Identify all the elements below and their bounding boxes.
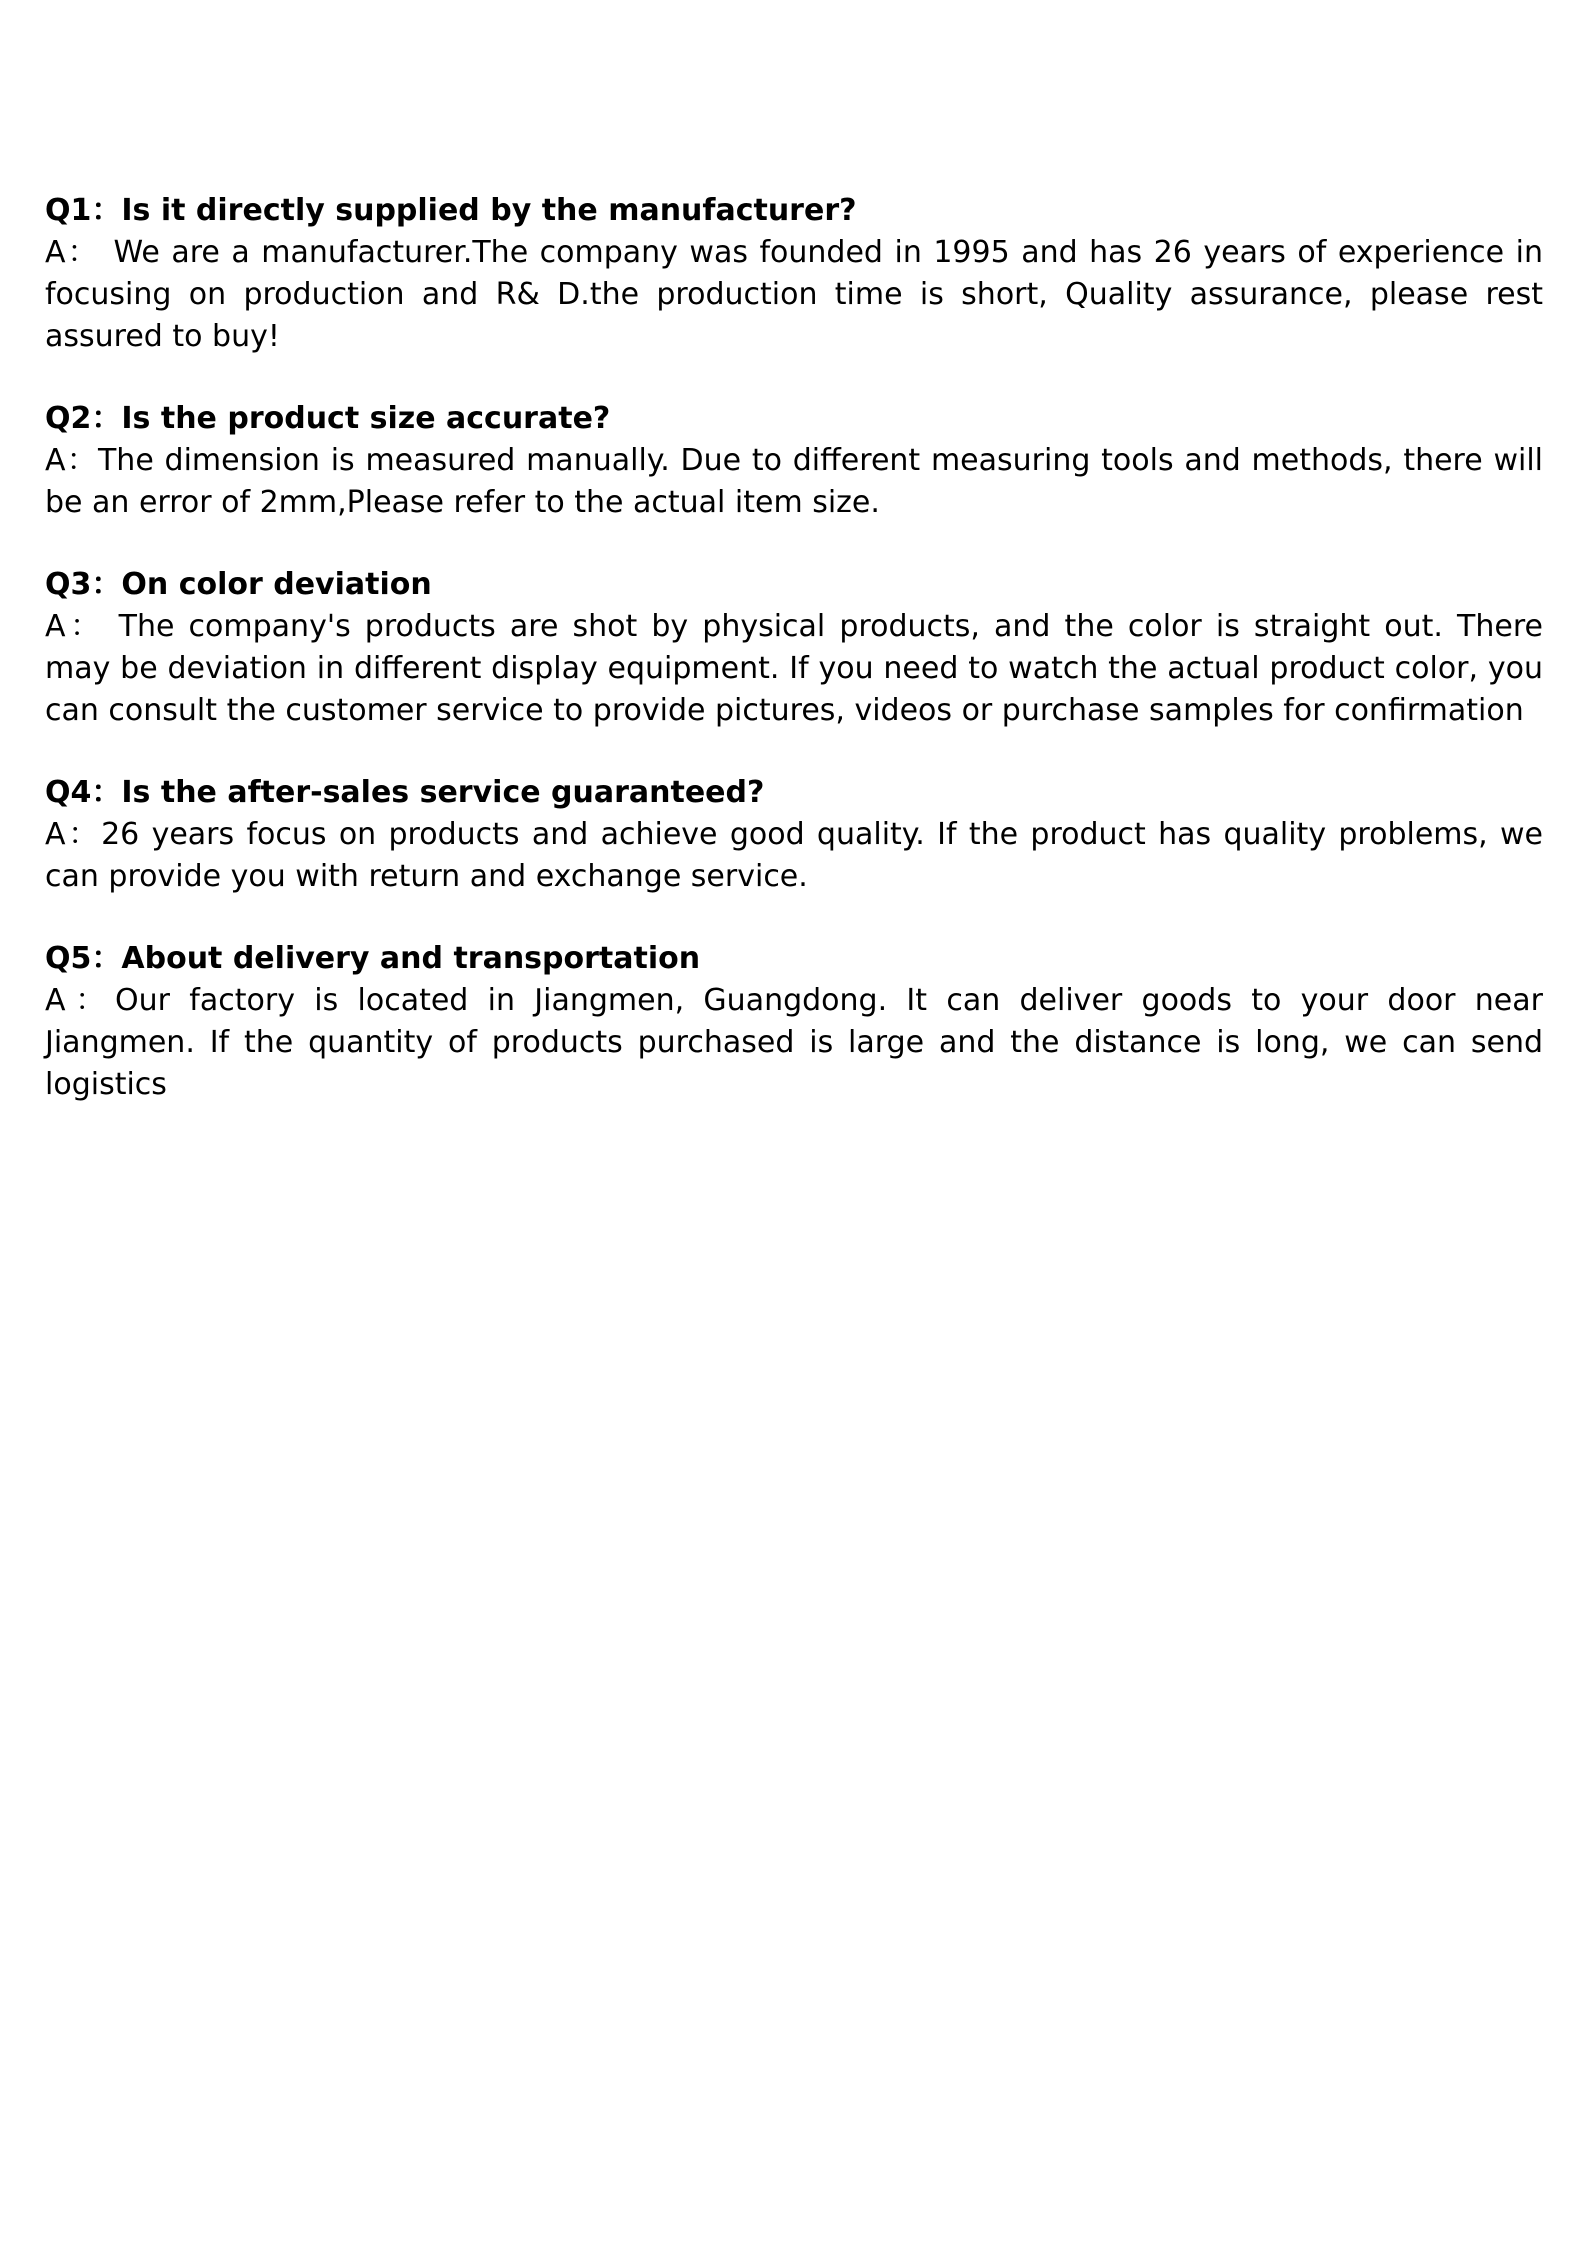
question-label: Q5： — [45, 941, 122, 976]
question-text: On color deviation — [121, 567, 432, 602]
question-5 — [45, 938, 1543, 980]
question-label: Q3： — [45, 567, 122, 602]
faq-item-1 — [45, 190, 1543, 358]
answer-label: A： — [45, 443, 98, 478]
answer-text: We are a manufacturer.The company was founded in 1995 and has 26 years of experience in focusing on production and R& D.the production time is short, Quality assurance, please rest assured to buy! — [45, 235, 1543, 354]
question-4 — [45, 772, 1543, 814]
answer-text: The company's products are shot by physical products, and the color is straight out. There may be deviation in different display equipment. If you need to watch the actual product color, you can consult the customer service to provide pictures, videos or purchase samples for confirmation — [45, 609, 1543, 728]
answer-label: A： — [45, 609, 105, 644]
faq-item-3 — [45, 564, 1543, 732]
question-1 — [45, 190, 1543, 232]
faq-list — [45, 190, 1543, 1146]
answer-label: A： — [45, 983, 116, 1018]
question-text: Is it directly supplied by the manufacturer? — [121, 193, 857, 228]
question-text: Is the after-sales service guaranteed? — [121, 775, 765, 810]
answer-text: The dimension is measured manually. Due to different measuring tools and methods, there will be an error of 2mm,Please refer to the actual item size. — [45, 443, 1543, 520]
answer-2 — [45, 440, 1543, 524]
question-3 — [45, 564, 1543, 606]
question-label: Q4： — [45, 775, 122, 810]
answer-5 — [45, 980, 1543, 1106]
faq-item-2 — [45, 398, 1543, 524]
question-text: Is the product size accurate? — [121, 401, 611, 436]
answer-label: A： — [45, 235, 100, 270]
question-text: About delivery and transportation — [121, 941, 701, 976]
answer-label: A： — [45, 817, 102, 852]
faq-item-4 — [45, 772, 1543, 898]
faq-item-5 — [45, 938, 1543, 1106]
question-2 — [45, 398, 1543, 440]
question-label: Q1： — [45, 193, 122, 228]
answer-4 — [45, 814, 1543, 898]
answer-text: Our factory is located in Jiangmen, Guangdong. It can deliver goods to your door near Jiangmen. If the quantity of products purchased is large and the distance is long, we can send logistics — [45, 983, 1543, 1102]
answer-text: 26 years focus on products and achieve good quality. If the product has quality problems, we can provide you with return and exchange service. — [45, 817, 1543, 894]
question-label: Q2： — [45, 401, 122, 436]
answer-1 — [45, 232, 1543, 358]
answer-3 — [45, 606, 1543, 732]
